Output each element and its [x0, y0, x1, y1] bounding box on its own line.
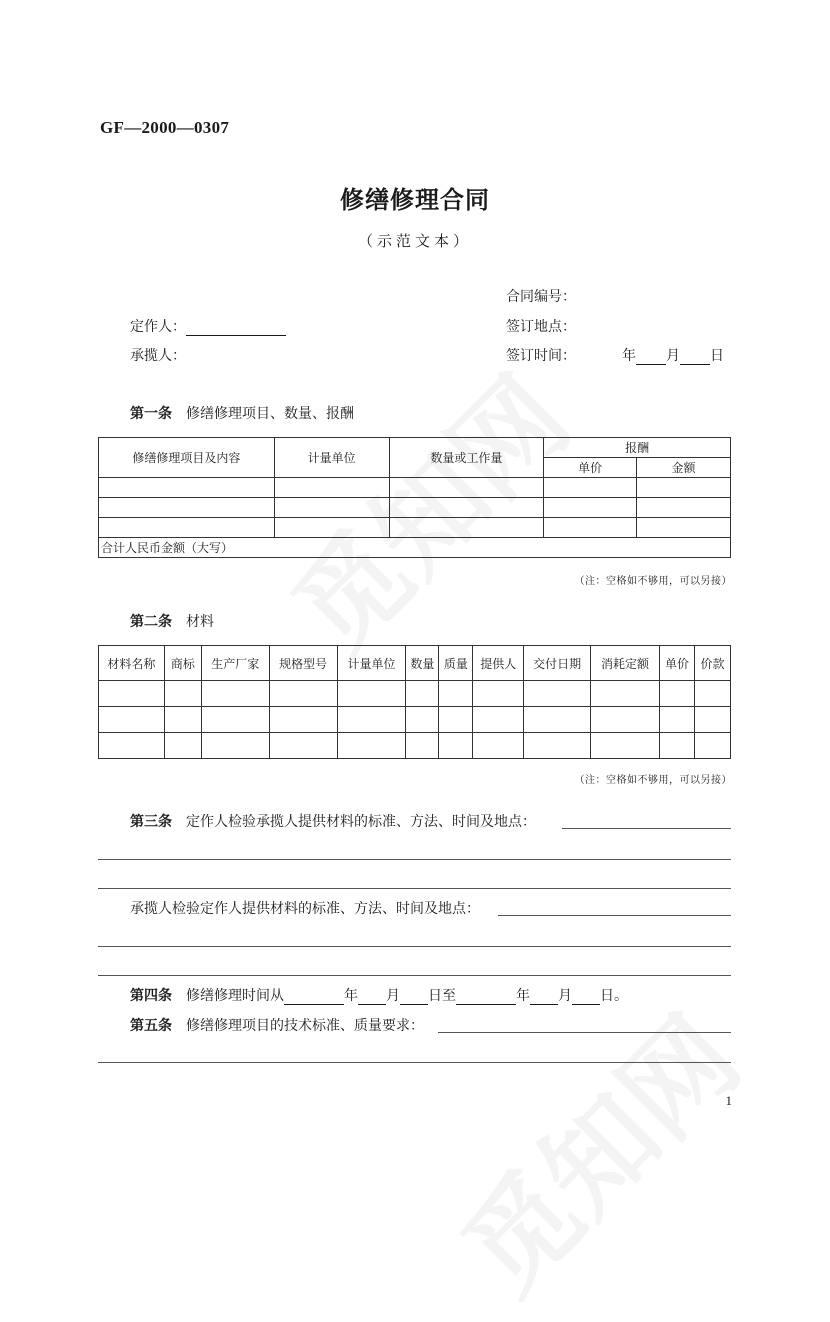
table-row: [99, 498, 731, 518]
col-unit-header: 计量单位: [274, 438, 389, 478]
ordering-party-field[interactable]: [130, 316, 286, 336]
col-item-header: 修缮修理项目及内容: [99, 438, 275, 478]
page-title: 修缮修理合同: [340, 185, 490, 214]
table-cell[interactable]: [473, 707, 524, 733]
article-3-label: 第三条: [130, 814, 172, 830]
writing-line[interactable]: [98, 888, 731, 889]
material-header: 提供人: [473, 646, 524, 681]
year-label: 年: [516, 988, 530, 1004]
table-cell[interactable]: [637, 478, 731, 498]
article-2-note: （注：空格如不够用，可以另接）: [574, 775, 732, 786]
article-3-blank[interactable]: [562, 828, 731, 829]
article-1-note: （注：空格如不够用，可以另接）: [574, 576, 732, 587]
table-cell[interactable]: [660, 707, 695, 733]
sign-place-label: 签订地点：: [506, 319, 576, 335]
article-1-heading: [130, 403, 354, 423]
end-day-blank[interactable]: [572, 989, 600, 1005]
col-price-header: 单价: [544, 458, 637, 478]
table-cell[interactable]: [164, 707, 201, 733]
ordering-party-blank[interactable]: [186, 320, 286, 336]
table-cell[interactable]: [637, 498, 731, 518]
article-3-heading: [130, 811, 536, 831]
table-cell[interactable]: [99, 707, 165, 733]
table-cell[interactable]: [201, 707, 269, 733]
table-cell[interactable]: [337, 733, 406, 759]
document-code: GF—2000—0307: [100, 118, 230, 137]
month-label: 月: [666, 348, 680, 364]
day-label: 日: [710, 348, 724, 364]
watermark: [422, 976, 767, 1321]
material-header: 生产厂家: [201, 646, 269, 681]
article-1-text: 修缮修理项目、数量、报酬: [186, 406, 354, 422]
material-header: 交付日期: [524, 646, 591, 681]
table-cell[interactable]: [274, 518, 389, 538]
material-header: 单价: [660, 646, 695, 681]
article-2-label: 第二条: [130, 614, 172, 630]
article-5-text: 修缮修理项目的技术标准、质量要求：: [186, 1018, 424, 1034]
contractor-label: 承揽人：: [130, 348, 186, 364]
table-cell[interactable]: [274, 498, 389, 518]
writing-line[interactable]: [98, 859, 731, 860]
table-cell[interactable]: [473, 733, 524, 759]
col-amount-header: 金额: [637, 458, 731, 478]
table-cell[interactable]: [660, 733, 695, 759]
day-blank[interactable]: [680, 349, 710, 365]
writing-line[interactable]: [98, 1062, 731, 1063]
table-cell[interactable]: [524, 733, 591, 759]
article-1-table: [98, 437, 731, 558]
start-day-blank[interactable]: [400, 989, 428, 1005]
table-cell[interactable]: [544, 518, 637, 538]
table-cell[interactable]: [99, 518, 275, 538]
table-cell[interactable]: [660, 681, 695, 707]
table-cell[interactable]: [694, 733, 730, 759]
table-cell[interactable]: [201, 681, 269, 707]
material-header: 质量: [439, 646, 473, 681]
sign-time-field[interactable]: [506, 345, 724, 365]
material-header: 消耗定额: [591, 646, 660, 681]
table-cell[interactable]: [524, 681, 591, 707]
table-cell[interactable]: [99, 478, 275, 498]
col-qty-header: 数量或工作量: [389, 438, 544, 478]
material-header: 材料名称: [99, 646, 165, 681]
table-cell[interactable]: [591, 733, 660, 759]
table-cell[interactable]: [544, 478, 637, 498]
table-cell[interactable]: [406, 681, 439, 707]
writing-line[interactable]: [98, 975, 731, 976]
table-cell[interactable]: [406, 733, 439, 759]
table-cell[interactable]: [274, 478, 389, 498]
start-year-blank[interactable]: [284, 989, 344, 1005]
material-header: 价款: [694, 646, 730, 681]
day-end-label: 日。: [600, 988, 628, 1004]
table-cell[interactable]: [99, 681, 165, 707]
table-cell[interactable]: [524, 707, 591, 733]
table-row: [99, 733, 731, 759]
table-cell[interactable]: [473, 681, 524, 707]
ordering-party-label: 定作人：: [130, 319, 186, 335]
material-header: 数量: [406, 646, 439, 681]
article-3-blank-2[interactable]: [498, 915, 731, 916]
table-row: [99, 707, 731, 733]
material-header: 商标: [164, 646, 201, 681]
table-cell[interactable]: [591, 681, 660, 707]
table-cell[interactable]: [269, 681, 337, 707]
table-cell[interactable]: [439, 681, 473, 707]
table-cell[interactable]: [544, 498, 637, 518]
table-row: [99, 518, 731, 538]
table-cell[interactable]: [99, 498, 275, 518]
article-3-text-2: 承揽人检验定作人提供材料的标准、方法、时间及地点：: [130, 901, 480, 917]
contract-no-label: 合同编号：: [506, 289, 576, 305]
month-label: 月: [558, 988, 572, 1004]
table-cell[interactable]: [389, 498, 544, 518]
month-blank[interactable]: [636, 349, 666, 365]
year-label: 年: [622, 348, 636, 364]
table-cell[interactable]: [164, 681, 201, 707]
material-header: 规格型号: [269, 646, 337, 681]
table-cell[interactable]: [99, 733, 165, 759]
table-cell[interactable]: [337, 681, 406, 707]
page-subtitle: （示范文本）: [357, 232, 472, 250]
article-2-heading: [130, 611, 214, 631]
table-cell[interactable]: [406, 707, 439, 733]
table-cell[interactable]: [591, 707, 660, 733]
article-4-heading: [130, 985, 628, 1005]
writing-line[interactable]: [98, 946, 731, 947]
article-2-table: [98, 645, 731, 759]
table-cell[interactable]: [439, 733, 473, 759]
page-number: 1: [725, 1093, 732, 1108]
table-cell[interactable]: [164, 733, 201, 759]
article-2-text: 材料: [186, 614, 214, 630]
article-5-blank[interactable]: [438, 1032, 731, 1033]
day-to-label: 日至: [428, 988, 456, 1004]
table-cell[interactable]: [439, 707, 473, 733]
col-reward-header: 报酬: [544, 438, 731, 458]
end-month-blank[interactable]: [530, 989, 558, 1005]
year-label: 年: [344, 988, 358, 1004]
table-cell[interactable]: [389, 478, 544, 498]
article-5-label: 第五条: [130, 1018, 172, 1034]
table-cell[interactable]: [694, 707, 730, 733]
material-header: 计量单位: [337, 646, 406, 681]
table-cell[interactable]: [694, 681, 730, 707]
sign-time-label: 签订时间：: [506, 348, 576, 364]
table-cell[interactable]: [201, 733, 269, 759]
article-5-heading: [130, 1015, 424, 1035]
table-cell[interactable]: [269, 707, 337, 733]
table-row: [99, 478, 731, 498]
article-4-text: 修缮修理时间从: [186, 988, 284, 1004]
article-1-label: 第一条: [130, 406, 172, 422]
start-month-blank[interactable]: [358, 989, 386, 1005]
table-cell[interactable]: [389, 518, 544, 538]
table-cell[interactable]: [337, 707, 406, 733]
table-cell[interactable]: [637, 518, 731, 538]
total-amount-row[interactable]: 合计人民币金额（大写）: [99, 538, 731, 558]
month-label: 月: [386, 988, 400, 1004]
table-cell[interactable]: [269, 733, 337, 759]
article-3-text: 定作人检验承揽人提供材料的标准、方法、时间及地点：: [186, 814, 536, 830]
table-row: [99, 681, 731, 707]
end-year-blank[interactable]: [456, 989, 516, 1005]
article-4-label: 第四条: [130, 988, 172, 1004]
